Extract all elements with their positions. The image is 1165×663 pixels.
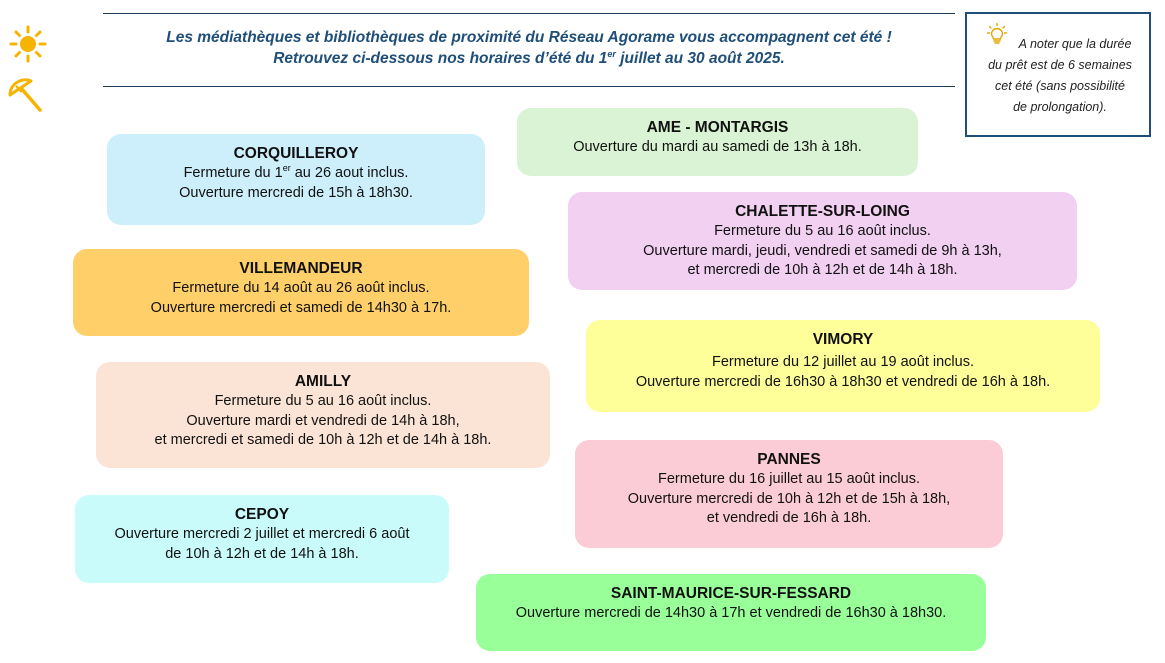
card-line: de 10h à 12h et de 14h à 18h. <box>165 545 359 562</box>
card-cepoy <box>75 495 449 583</box>
card-chalette-sur-loing <box>568 192 1077 290</box>
card-line: Ouverture mardi et vendredi de 14h à 18h, <box>186 412 460 429</box>
card-vimory <box>586 320 1100 412</box>
card-villemandeur <box>73 249 529 336</box>
card-line: Fermeture du 16 juillet au 15 août inclus. <box>658 471 920 487</box>
card-title: VIMORY <box>812 331 874 348</box>
card-line: et vendredi de 16h à 18h. <box>706 510 872 526</box>
card-line: Ouverture mercredi de 15h à 18h30. <box>179 184 413 201</box>
card-line: et mercredi de 10h à 12h et de 14h à 18h. <box>687 262 958 278</box>
card-line: Ouverture mercredi de 16h30 à 18h30 et vendredi de 16h à 18h. <box>635 373 1051 390</box>
note-line-3: cet été (sans possibilité <box>995 79 1125 93</box>
card-line: Ouverture mercredi de 10h à 12h et de 15h à 18h, <box>627 490 951 507</box>
card-line: Fermeture du 5 au 16 août inclus. <box>214 393 432 409</box>
header-top-rule <box>103 13 955 14</box>
header-line-1: Les médiathèques et bibliothèques de proximité du Réseau Agorame vous accompagnent cet été ! <box>166 29 892 46</box>
card-corquilleroy <box>107 134 485 225</box>
card-line: et mercredi et samedi de 10h à 12h et de 14h à 18h. <box>154 432 492 448</box>
card-saint-maurice-sur-fessard <box>476 574 986 651</box>
note-line-1: A noter que la durée <box>1018 37 1132 51</box>
card-title: AME - MONTARGIS <box>646 119 789 136</box>
beach-umbrella-icon <box>7 77 45 113</box>
card-line: Ouverture mercredi et samedi de 14h30 à 17h. <box>150 299 452 316</box>
note-line-4: de prolongation). <box>1013 100 1107 114</box>
card-line: Ouverture mardi, jeudi, vendredi et samedi de 9h à 13h, <box>643 242 1002 259</box>
header-line-2: Retrouvez ci-dessous nos horaires d’été du 1er juillet au 30 août 2025. <box>273 48 785 67</box>
card-line: Ouverture mercredi de 14h30 à 17h et vendredi de 16h30 à 18h30. <box>515 605 947 621</box>
card-pannes <box>575 440 1003 548</box>
card-amilly <box>96 362 550 468</box>
card-line: Fermeture du 1er au 26 aout inclus. <box>183 163 409 181</box>
card-title: CHALETTE-SUR-LOING <box>735 203 910 220</box>
card-line: Fermeture du 5 au 16 août inclus. <box>714 223 931 239</box>
card-title: AMILLY <box>294 373 352 390</box>
card-title: CORQUILLEROY <box>233 145 359 162</box>
header-bottom-rule <box>103 86 955 87</box>
card-ame-montargis <box>517 108 918 176</box>
card-line: Fermeture du 14 août au 26 août inclus. <box>172 280 430 296</box>
card-title: CEPOY <box>234 506 290 523</box>
loan-duration-note <box>965 12 1151 137</box>
page-header <box>103 27 955 69</box>
card-title: SAINT-MAURICE-SUR-FESSARD <box>610 585 852 602</box>
card-line: Ouverture mercredi 2 juillet et mercredi 6 août <box>114 526 410 542</box>
card-line: Ouverture du mardi au samedi de 13h à 18h. <box>573 139 862 155</box>
sun-icon <box>9 25 47 63</box>
card-title: PANNES <box>757 451 821 468</box>
note-line-2: du prêt est de 6 semaines <box>988 58 1132 72</box>
card-line: Fermeture du 12 juillet au 19 août inclus. <box>712 354 974 370</box>
card-title: VILLEMANDEUR <box>239 260 363 277</box>
